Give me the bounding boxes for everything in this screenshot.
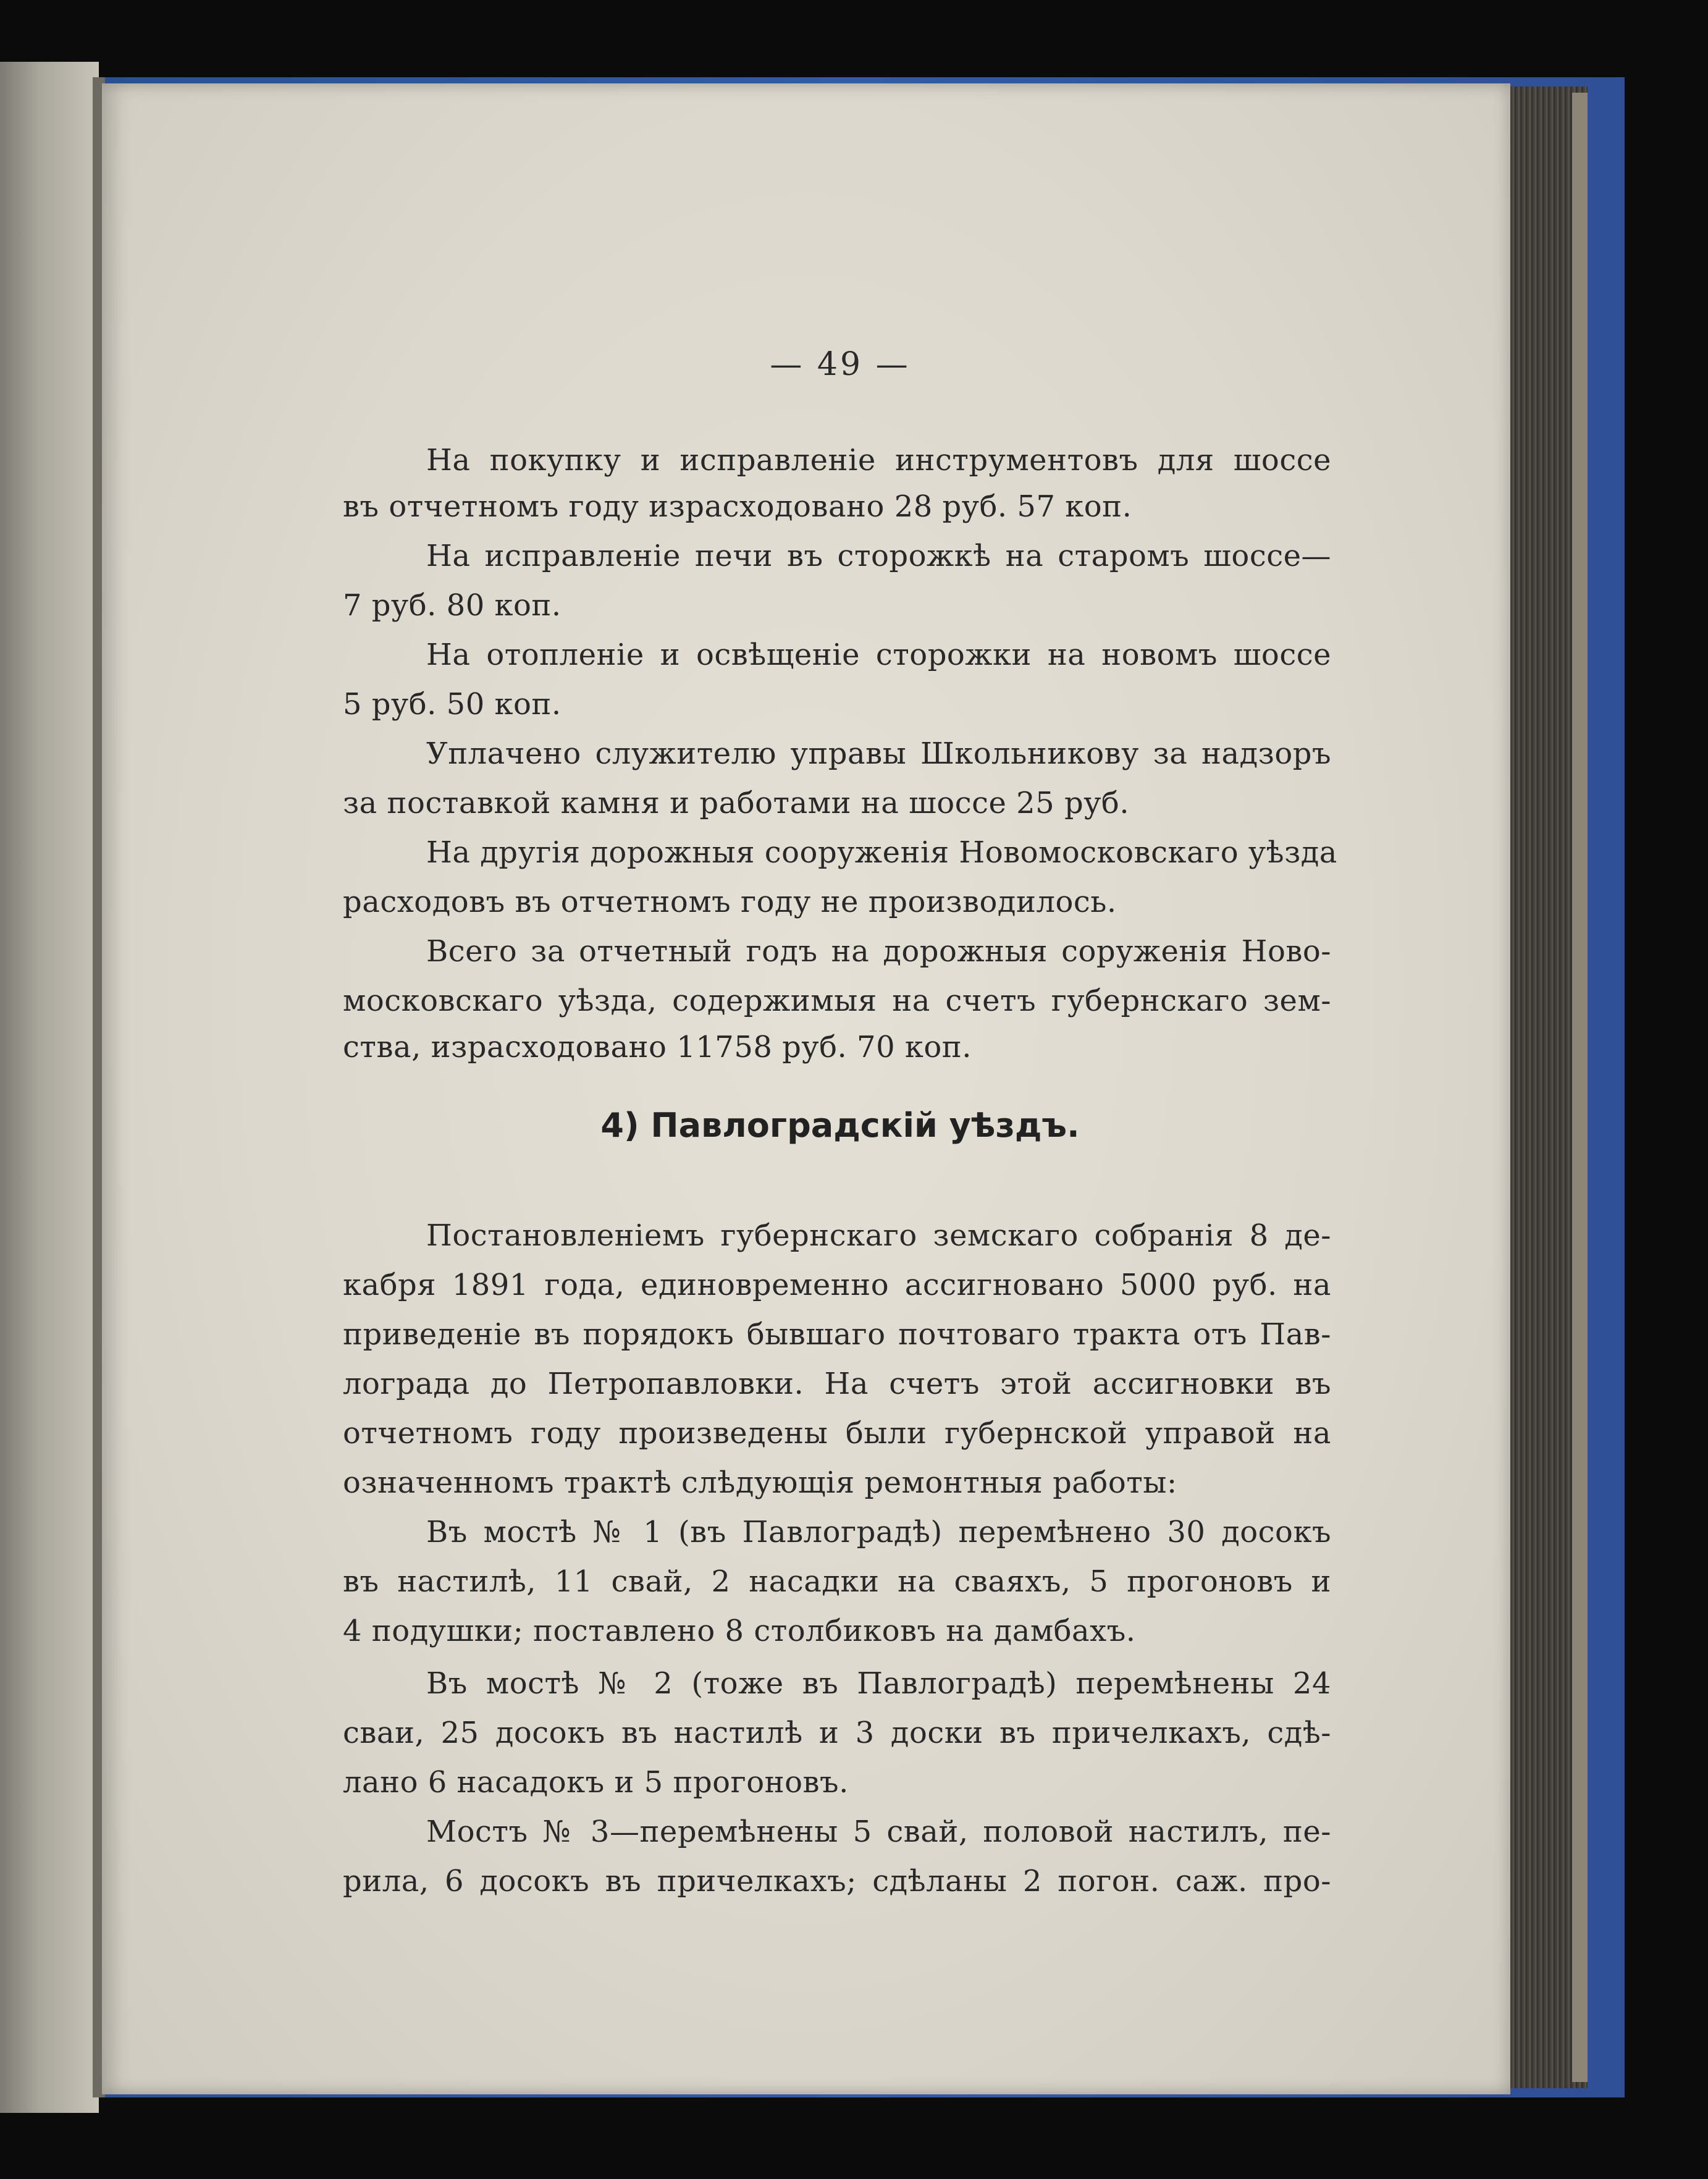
text-line: лограда до Петропавловки. На счетъ этой ассигновки въ: [343, 1367, 1331, 1401]
text-line: въ настилѣ, 11 свай, 2 насадки на сваяхъ, 5 прогоновъ и: [343, 1564, 1331, 1599]
text-line: 7 руб. 80 коп.: [343, 588, 562, 623]
text-line: На покупку и исправленіе инструментовъ для шоссе: [426, 443, 1331, 478]
text-line: отчетномъ году произведены были губернской управой на: [343, 1416, 1331, 1451]
text-line: Уплачено служителю управы Школьникову за надзоръ: [426, 736, 1331, 771]
page-number: — 49 —: [770, 346, 911, 383]
text-line: 4 подушки; поставлено 8 столбиковъ на дамбахъ.: [343, 1614, 1136, 1648]
text-line: На исправленіе печи въ сторожкѣ на старомъ шоссе—: [426, 539, 1331, 573]
text-line: расходовъ въ отчетномъ году не производилось.: [343, 885, 1117, 919]
text-line: кабря 1891 года, единовременно ассигновано 5000 руб. на: [343, 1268, 1331, 1302]
text-line: 5 руб. 50 коп.: [343, 687, 562, 722]
text-line: Въ мостѣ № 1 (въ Павлоградѣ) перемѣнено 30 досокъ: [426, 1515, 1331, 1549]
text-line: приведеніе въ порядокъ бывшаго почтоваго тракта отъ Пав-: [343, 1317, 1331, 1352]
text-line: Всего за отчетный годъ на дорожныя соруженія Ново-: [426, 934, 1331, 969]
text-line: Мостъ № 3—перемѣнены 5 свай, половой настилъ, пе-: [426, 1814, 1331, 1849]
section-heading: 4) Павлоградскій уѣздъ.: [600, 1106, 1080, 1145]
left-page-edge: [0, 62, 99, 2113]
text-line: Постановленіемъ губернскаго земскаго собранія 8 де-: [426, 1218, 1331, 1253]
page-block-rim: [1572, 93, 1588, 2082]
text-line: сваи, 25 досокъ въ настилѣ и 3 доски въ причелкахъ, сдѣ-: [343, 1716, 1331, 1750]
text-line: лано 6 насадокъ и 5 прогоновъ.: [343, 1765, 849, 1800]
text-line: за поставкой камня и работами на шоссе 25 руб.: [343, 786, 1130, 820]
text-line: въ отчетномъ году израсходовано 28 руб. 57 коп.: [343, 489, 1132, 524]
text-line: На другія дорожныя сооруженія Новомосковскаго уѣзда: [426, 835, 1337, 870]
book-page: [102, 83, 1510, 2094]
text-line: означенномъ трактѣ слѣдующія ремонтныя работы:: [343, 1465, 1177, 1500]
text-line: московскаго уѣзда, содержимыя на счетъ губернскаго зем-: [343, 984, 1331, 1018]
text-line: На отопленіе и освѣщеніе сторожки на новомъ шоссе: [426, 638, 1331, 672]
text-line: рила, 6 досокъ въ причелкахъ; сдѣланы 2 погон. саж. про-: [343, 1864, 1331, 1899]
text-line: ства, израсходовано 11758 руб. 70 коп.: [343, 1030, 972, 1064]
text-line: Въ мостѣ № 2 (тоже въ Павлоградѣ) перемѣнены 24: [426, 1666, 1331, 1701]
